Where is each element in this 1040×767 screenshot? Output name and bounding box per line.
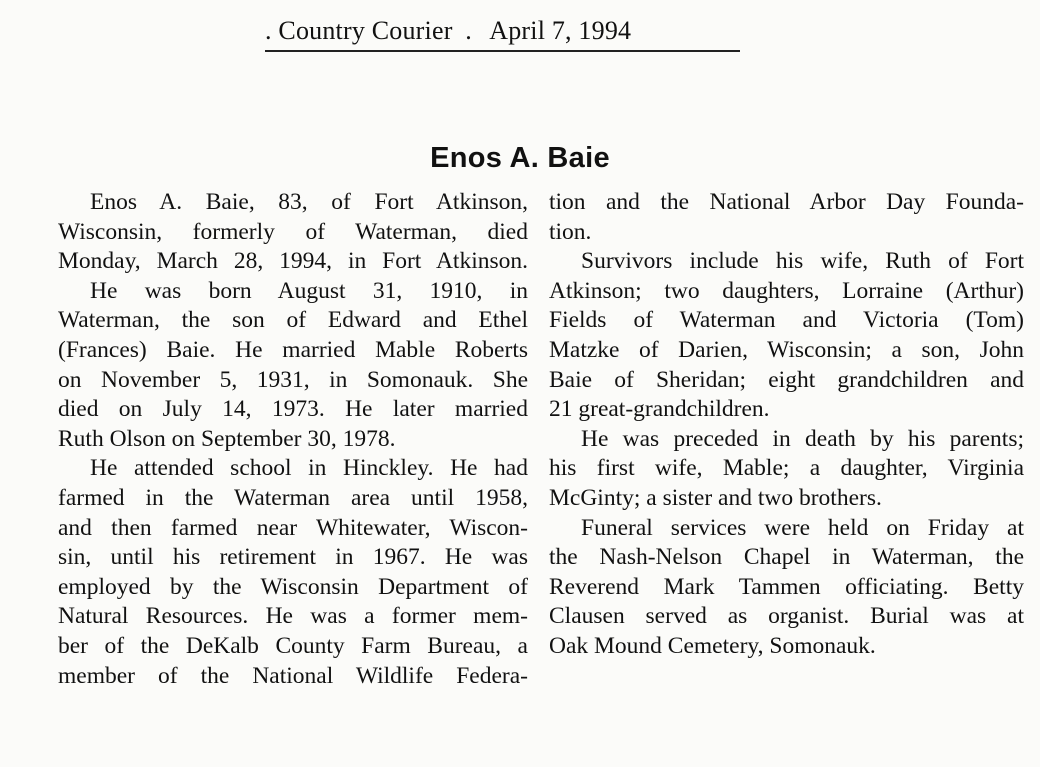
text-line: employed by the Wisconsin Department of: [58, 573, 528, 600]
text-line: tion and the National Arbor Day Founda-: [549, 189, 1024, 215]
left-column: [58, 188, 528, 691]
text-line: Baie of Sheridan; eight grandchildren and: [549, 366, 1024, 393]
publication-name: Country Courier: [278, 16, 453, 45]
masthead-separator: .: [465, 16, 472, 45]
text-line: (Frances) Baie. He married Mable Roberts: [58, 336, 528, 363]
masthead-bullet: .: [265, 16, 272, 45]
text-line: his first wife, Mable; a daughter, Virginia: [549, 455, 1024, 482]
text-line: Waterman, the son of Edward and Ethel: [58, 307, 528, 334]
text-line: Enos A. Baie, 83, of Fort Atkinson,: [90, 189, 528, 215]
text-line: Survivors include his wife, Ruth of Fort: [581, 248, 1024, 275]
text-line: tion.: [549, 218, 592, 245]
text-line: He was born August 31, 1910, in: [90, 277, 528, 304]
text-line: Matzke of Darien, Wisconsin; a son, John: [549, 336, 1024, 363]
text-line: 21 great-grandchildren.: [549, 396, 770, 423]
text-line: Wisconsin, formerly of Waterman, died: [58, 218, 528, 245]
text-line: Funeral services were held on Friday at: [581, 514, 1024, 541]
text-line: He attended school in Hinckley. He had: [90, 455, 528, 482]
right-column: [549, 188, 1024, 662]
text-line: McGinty; a sister and two brothers.: [549, 484, 882, 511]
text-line: died on July 14, 1973. He later married: [58, 396, 528, 423]
text-line: Monday, March 28, 1994, in Fort Atkinson.: [58, 248, 528, 275]
text-line: Oak Mound Cemetery, Somonauk.: [549, 632, 876, 659]
obituary-headline: Enos A. Baie: [430, 142, 610, 174]
text-line: on November 5, 1931, in Somonauk. She: [58, 366, 528, 393]
text-line: sin, until his retirement in 1967. He was: [58, 544, 528, 571]
text-line: ber of the DeKalb County Farm Bureau, a: [58, 632, 528, 659]
masthead: [265, 14, 740, 52]
text-line: He was preceded in death by his parents;: [581, 425, 1024, 452]
text-line: the Nash-Nelson Chapel in Waterman, the: [549, 544, 1024, 571]
text-line: farmed in the Waterman area until 1958,: [58, 484, 528, 511]
text-line: Atkinson; two daughters, Lorraine (Arthur): [549, 277, 1024, 304]
text-line: Fields of Waterman and Victoria (Tom): [549, 307, 1024, 334]
text-line: Ruth Olson on September 30, 1978.: [58, 425, 396, 452]
text-line: Reverend Mark Tammen officiating. Betty: [549, 573, 1024, 600]
text-line: Natural Resources. He was a former mem-: [58, 603, 528, 630]
text-line: member of the National Wildlife Federa-: [58, 662, 528, 689]
text-line: Clausen served as organist. Burial was at: [549, 603, 1024, 630]
publication-date: April 7, 1994: [489, 16, 632, 45]
text-line: and then farmed near Whitewater, Wiscon-: [58, 514, 528, 541]
